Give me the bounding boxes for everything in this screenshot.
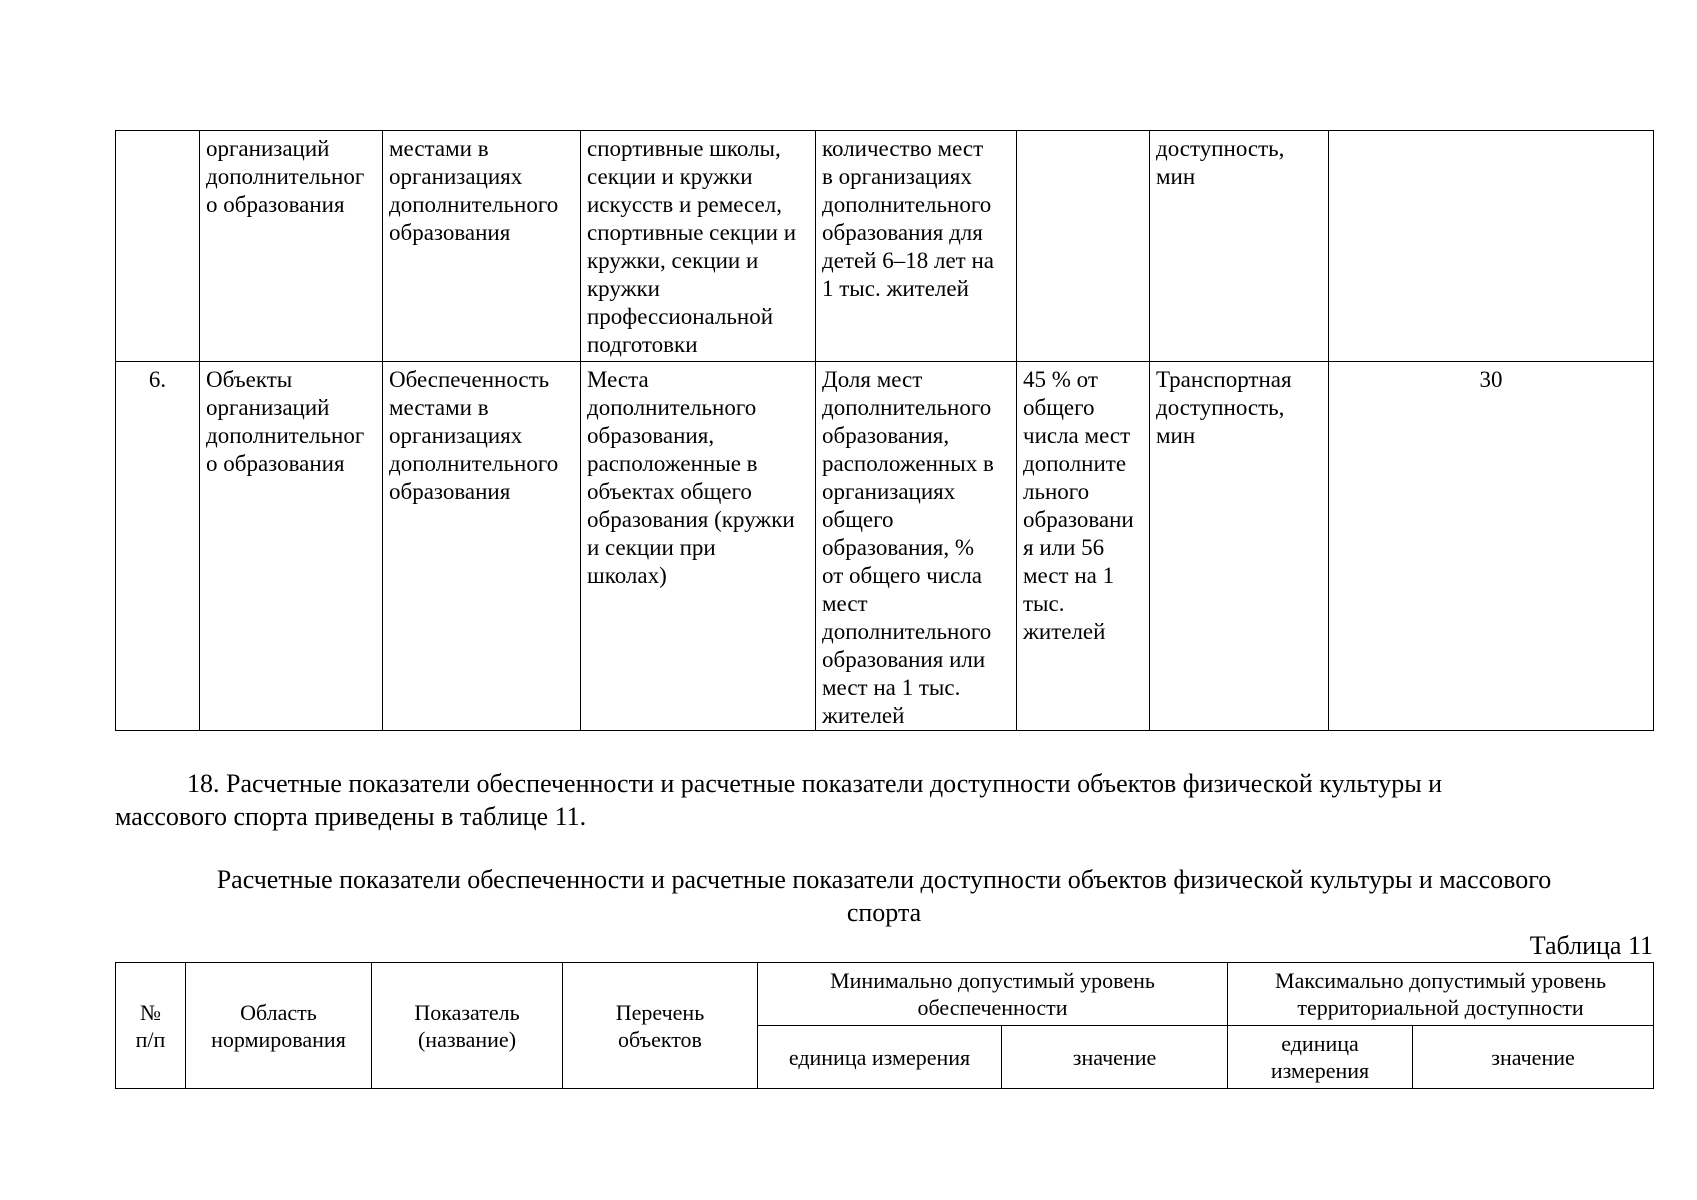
caption-line-1: Расчетные показатели обеспеченности и расчетные показатели доступности объектов физической культуры и массового <box>216 865 1552 894</box>
cell-area: организаций дополнительног о образования <box>200 131 383 362</box>
header-num: № п/п <box>116 963 186 1089</box>
header-row-1 <box>116 963 1654 1026</box>
caption-line-2: спорта <box>846 898 922 927</box>
paragraph-last-line: массового спорта приведены в таблице 11. <box>115 802 587 831</box>
header-max-level: Максимально допустимый уровень территориальной доступности <box>1228 963 1654 1026</box>
cell-access-unit: Транспортная доступность, мин <box>1150 362 1329 731</box>
cell-indicator: местами в организациях дополнительного образования <box>383 131 581 362</box>
table-row <box>116 131 1654 362</box>
cell-access-value <box>1329 131 1654 362</box>
paragraph-main-text: 18. Расчетные показатели обеспеченности и расчетные показатели доступности объектов физической культуры и <box>187 769 1443 798</box>
header-indicator: Показатель (название) <box>372 963 563 1089</box>
table-caption <box>115 863 1653 929</box>
cell-num <box>116 131 200 362</box>
cell-value: 45 % от общего числа мест дополните льного образовани я или 56 мест на 1 тыс. жителей <box>1017 362 1150 731</box>
cell-access-value: 30 <box>1329 362 1654 731</box>
header-area: Область нормирования <box>186 963 372 1089</box>
header-objects: Перечень объектов <box>563 963 758 1089</box>
cell-objects: Места дополнительного образования, расположенные в объектах общего образования (кружки и секции при школах) <box>581 362 816 731</box>
cell-value <box>1017 131 1150 362</box>
table-10-continuation <box>115 130 1654 731</box>
cell-num: 6. <box>116 362 200 731</box>
header-min-level: Минимально допустимый уровень обеспеченности <box>758 963 1228 1026</box>
table-11-header <box>115 962 1654 1089</box>
cell-access-unit: доступность, мин <box>1150 131 1329 362</box>
cell-unit: количество мест в организациях дополнительного образования для детей 6–18 лет на 1 тыс. жителей <box>816 131 1017 362</box>
header-min-value: значение <box>1002 1026 1228 1089</box>
header-max-unit: единица измерения <box>1228 1026 1413 1089</box>
cell-area: Объекты организаций дополнительног о образования <box>200 362 383 731</box>
header-max-value: значение <box>1413 1026 1654 1089</box>
header-min-unit: единица измерения <box>758 1026 1002 1089</box>
cell-indicator: Обеспеченность местами в организациях дополнительного образования <box>383 362 581 731</box>
cell-objects: спортивные школы, секции и кружки искусств и ремесел, спортивные секции и кружки, секции и кружки профессиональной подготовки <box>581 131 816 362</box>
paragraph-18 <box>115 767 1653 833</box>
table-row <box>116 362 1654 731</box>
cell-unit: Доля мест дополнительного образования, расположенных в организациях общего образования, % от общего числа мест дополнительного образования или мест на 1 тыс. жителей <box>816 362 1017 731</box>
table-number-label: Таблица 11 <box>1529 931 1653 960</box>
